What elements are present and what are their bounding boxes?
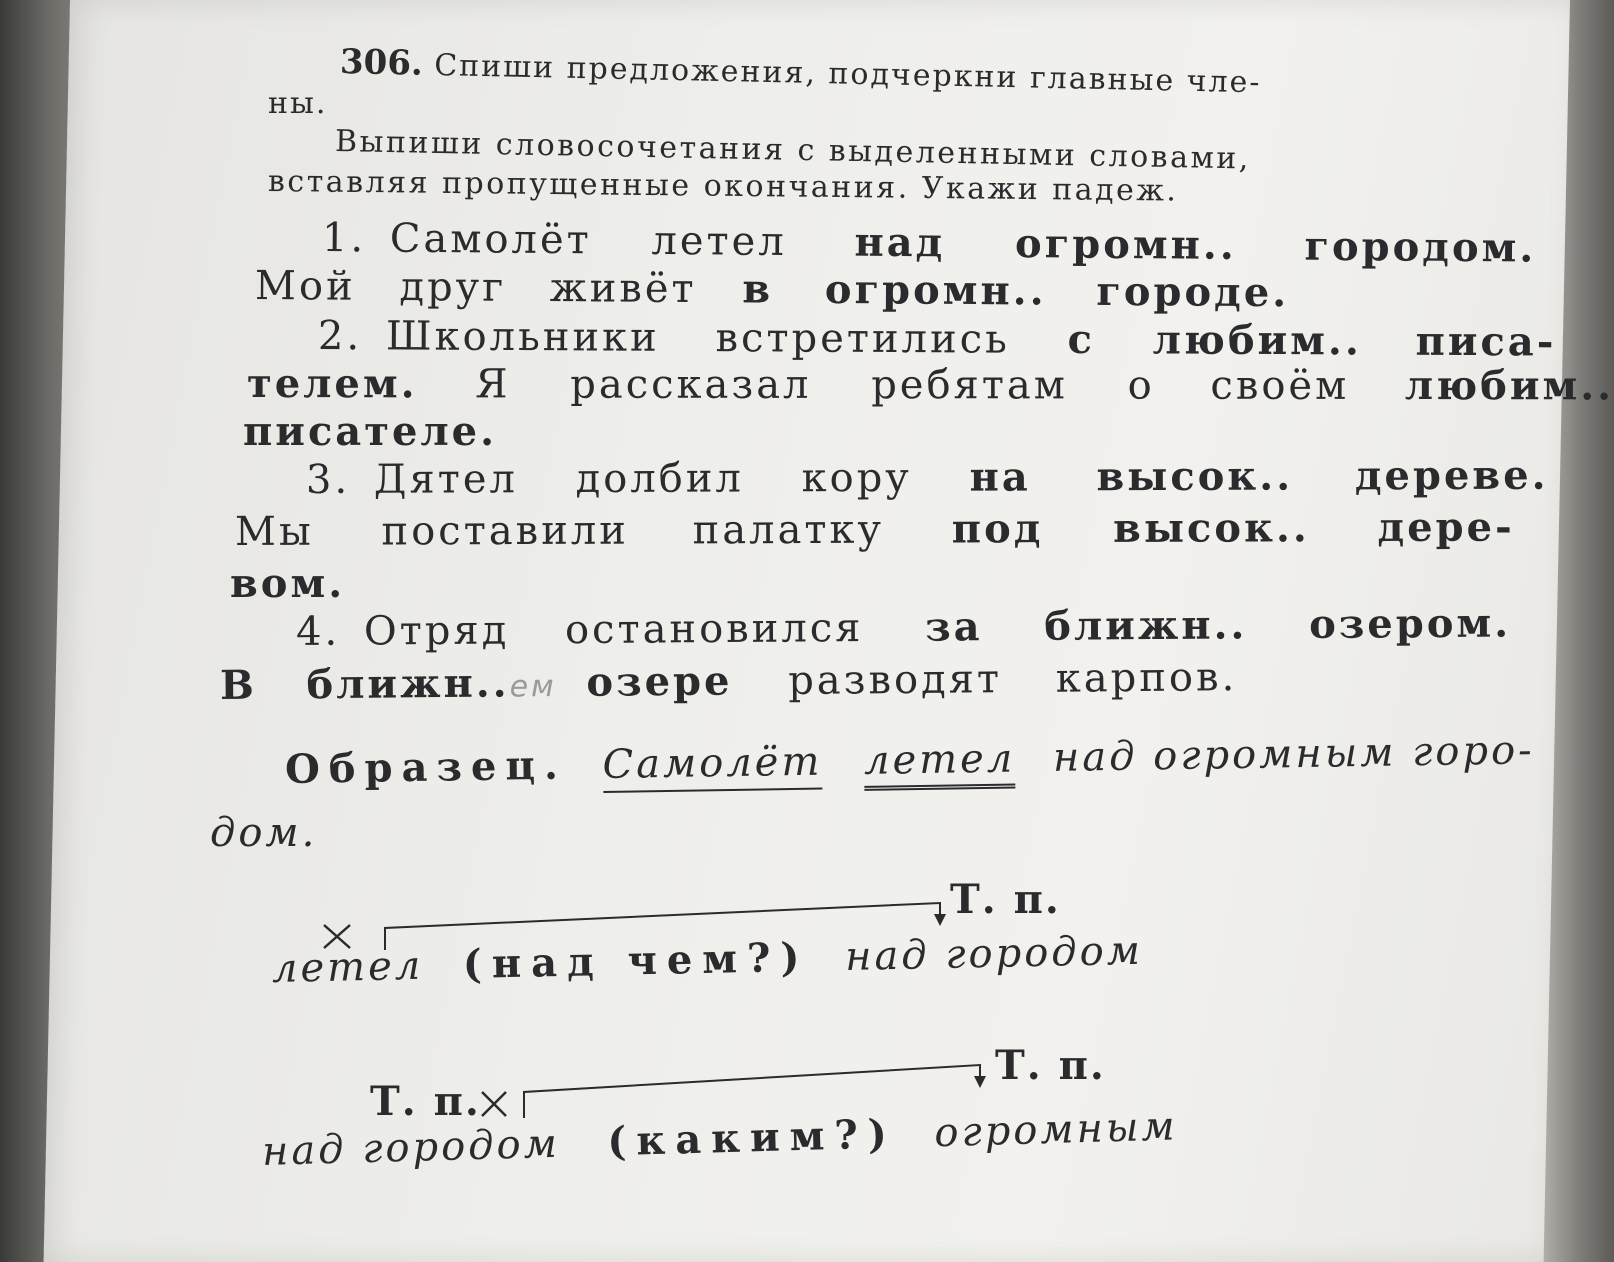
schema2-main-word: над городом — [261, 1120, 561, 1175]
task-instruction-line2: Выпиши словосочетания с выделенными словами, — [334, 124, 1252, 177]
schema1-dependent: над городом — [844, 927, 1144, 980]
word: рассказал — [570, 361, 812, 408]
bold-word: городе. — [1096, 267, 1290, 317]
bold-word: над — [854, 218, 946, 267]
schema2-question: (каким?) — [606, 1110, 898, 1166]
bold-word: дере- — [1377, 503, 1515, 552]
bold-word: ближн.. — [306, 659, 510, 709]
arrow-head — [974, 1076, 986, 1088]
word: кору — [801, 454, 912, 502]
bold-word: городом. — [1304, 222, 1537, 272]
bold-word: озером. — [1308, 599, 1512, 648]
schema1-case-label: Т. п. — [950, 876, 1061, 923]
sample-rest: над огромным горо- — [1052, 727, 1535, 781]
bold-word: в — [742, 265, 774, 313]
item-number: 3. — [305, 456, 351, 503]
bold-word: за — [924, 603, 983, 651]
word: Отряд — [363, 607, 510, 655]
sample-predicate: летел — [864, 736, 1016, 791]
word: Мы — [234, 508, 314, 555]
bold-word: с — [1067, 315, 1096, 364]
task-instruction-line3: вставляя пропущенные окончания. Укажи падеж. — [267, 164, 1179, 209]
word: своём — [1210, 362, 1350, 409]
bold-word: на — [969, 453, 1031, 501]
word: летел — [651, 217, 787, 266]
item-number: 4. — [295, 608, 341, 655]
schema2-case-label: Т. п. — [995, 1042, 1106, 1089]
bold-word: В — [219, 661, 258, 709]
bold-word: телем. — [246, 360, 418, 408]
word: Мой — [254, 263, 356, 310]
pencil-handwritten-ending: ем — [509, 669, 557, 705]
word: друг — [399, 264, 507, 311]
bold-word: ближн.. — [1044, 601, 1248, 650]
bold-word: огромн.. — [1014, 220, 1237, 269]
word: Школьники — [385, 313, 660, 361]
word: о — [1127, 362, 1155, 409]
word: Самолёт — [389, 215, 592, 264]
word: разводят — [788, 656, 1003, 705]
bold-word: писателе. — [243, 408, 498, 455]
sample-line2: дом. — [210, 810, 318, 856]
word: Я — [475, 361, 511, 408]
sample-subject: Самолёт — [602, 739, 823, 793]
bold-word: высок.. — [1113, 504, 1310, 552]
bold-word: под — [951, 505, 1044, 553]
schema1-question: (над чем?) — [462, 933, 810, 988]
word: карпов. — [1055, 654, 1238, 702]
item-number: 1. — [321, 215, 367, 262]
word: поставили — [381, 507, 629, 555]
bold-word: любим.. — [1404, 362, 1614, 410]
word: живёт — [549, 265, 697, 313]
schema2-dependent: огромным — [933, 1103, 1179, 1157]
bold-word: дереве. — [1354, 451, 1549, 500]
word: остановился — [564, 605, 864, 654]
task-number: 306. — [339, 42, 424, 84]
word: палатку — [692, 506, 885, 554]
bold-word: высок.. — [1096, 452, 1294, 501]
item-number: 2. — [317, 313, 363, 360]
sample-label: Образец. — [284, 741, 568, 793]
schema1-main-word: летел — [271, 942, 424, 992]
schema2-left-case: Т. п. — [370, 1078, 481, 1125]
bold-word: вом. — [230, 560, 346, 607]
word: встретились — [715, 315, 1010, 363]
bold-word: озере — [586, 657, 733, 706]
arrow-head — [934, 914, 946, 926]
task-instruction-line1-tail: ны. — [268, 86, 328, 121]
word: долбил — [575, 455, 744, 503]
bold-word: огромн.. — [824, 265, 1047, 315]
word: Дятел — [373, 456, 518, 503]
word: ребятам — [871, 362, 1068, 409]
bold-word: любим.. — [1152, 316, 1362, 365]
instruction-text-1: Спиши предложения, подчеркни главные чле- — [433, 47, 1262, 101]
bold-word: писа- — [1415, 317, 1557, 366]
